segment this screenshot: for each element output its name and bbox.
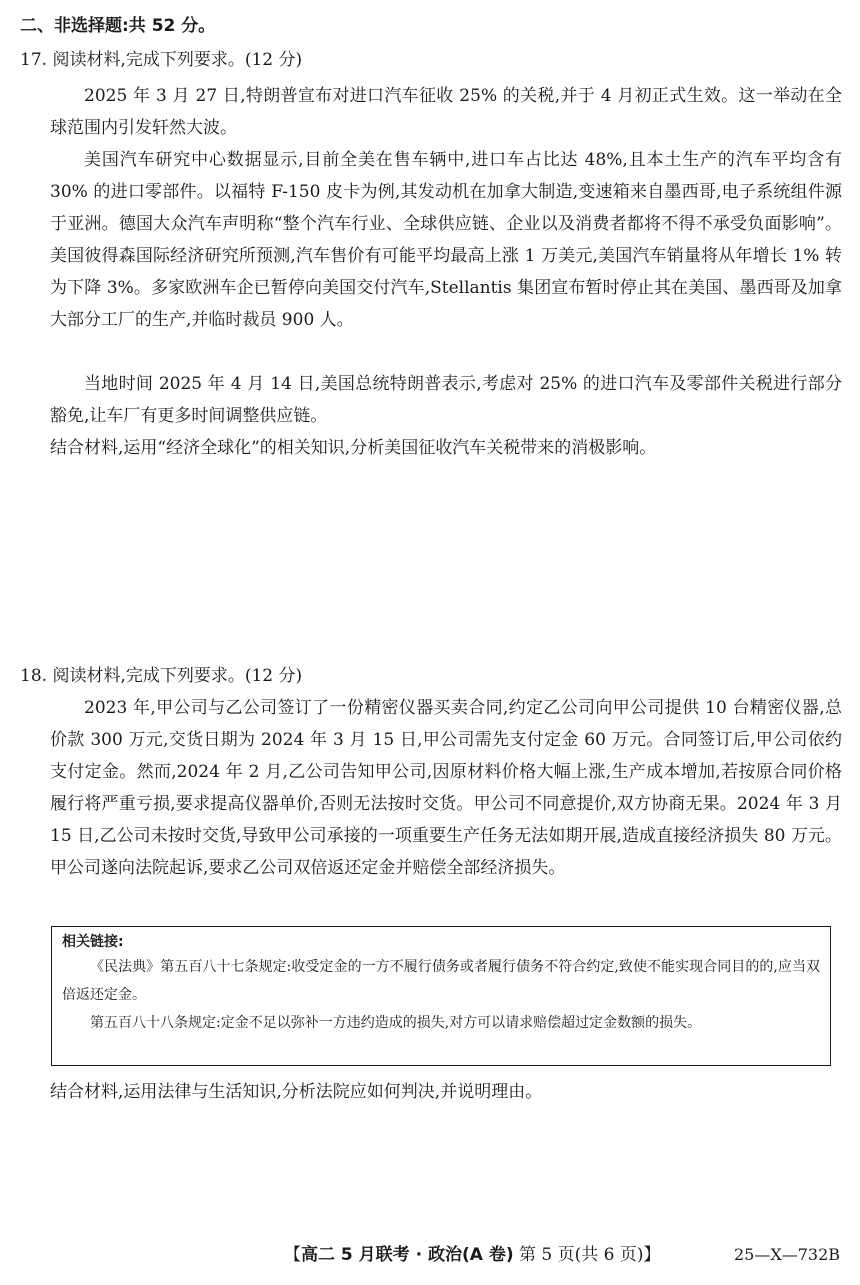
footer-close-bracket: 】: [643, 1245, 661, 1265]
footer-paper-code: 25—X—732B: [733, 1245, 840, 1264]
question-17-heading: 17. 阅读材料,完成下列要求。(12 分): [20, 50, 303, 70]
page-footer: [0, 1242, 860, 1268]
question-17-prompt: 结合材料,运用“经济全球化”的相关知识,分析美国征收汽车关税带来的消极影响。: [50, 438, 657, 458]
footer-exam-info: [284, 1242, 661, 1268]
question-18-paragraph-1: 2023 年,甲公司与乙公司签订了一份精密仪器买卖合同,约定乙公司向甲公司提供 10 台精密仪器,总价款 300 万元,交货日期为 2024 年 3 月 15 日,甲公司需先支付定金 60 万元。合同签订后,甲公司依约支付定金。然而,2024 年 2 月,乙公司告知甲公司,因原材料价格大幅上涨,生产成本增加,若按原合同价格履行将严重亏损,要求提高仪器单价,否则无法按时交货。甲公司不同意提价,双方协商无果。2024 年 3 月 15 日,乙公司未按时交货,导致甲公司承接的一项重要生产任务无法如期开展,造成直接经济损失 80 万元。甲公司遂向法院起诉,要求乙公司双倍返还定金并赔偿全部经济损失。: [50, 698, 842, 878]
question-17-paragraph-3: 当地时间 2025 年 4 月 14 日,美国总统特朗普表示,考虑对 25% 的进口汽车及零部件关税进行部分豁免,让车厂有更多时间调整供应链。: [50, 374, 842, 426]
footer-page-info: 第 5 页(共 6 页): [513, 1245, 644, 1265]
section-title: 二、非选择题:共 52 分。: [20, 16, 216, 36]
footer-subject: 政治(A 卷): [427, 1245, 514, 1265]
related-link-item-2: 第五百八十八条规定:定金不足以弥补一方违约造成的损失,对方可以请求赔偿超过定金数额的损失。: [90, 1015, 702, 1031]
footer-open-bracket: 【: [284, 1245, 301, 1265]
related-links-box: [51, 926, 831, 1066]
footer-dot: ·: [409, 1245, 428, 1265]
related-links-title: 相关链接:: [62, 934, 124, 950]
question-18-heading: 18. 阅读材料,完成下列要求。(12 分): [20, 666, 303, 686]
question-17-paragraph-1: 2025 年 3 月 27 日,特朗普宣布对进口汽车征收 25% 的关税,并于 4 月初正式生效。这一举动在全球范围内引发轩然大波。: [50, 86, 842, 138]
related-link-item-1: 《民法典》第五百八十七条规定:收受定金的一方不履行债务或者履行债务不符合约定,致使不能实现合同目的的,应当双倍返还定金。: [62, 959, 820, 1003]
footer-exam-name: 高二 5 月联考: [301, 1245, 410, 1265]
question-18-prompt: 结合材料,运用法律与生活知识,分析法院应如何判决,并说明理由。: [50, 1082, 543, 1102]
question-17-paragraph-2: 美国汽车研究中心数据显示,目前全美在售车辆中,进口车占比达 48%,且本土生产的汽车平均含有 30% 的进口零部件。以福特 F-150 皮卡为例,其发动机在加拿大制造,变速箱来自墨西哥,电子系统组件源于亚洲。德国大众汽车声明称“整个汽车行业、全球供应链、企业以及消费者都将不得不承受负面影响”。美国彼得森国际经济研究所预测,汽车售价有可能平均最高上涨 1 万美元,美国汽车销量将从年增长 1% 转为下降 3%。多家欧洲车企已暂停向美国交付汽车,Stellantis 集团宣布暂时停止其在美国、墨西哥及加拿大部分工厂的生产,并临时裁员 900 人。: [50, 150, 842, 330]
